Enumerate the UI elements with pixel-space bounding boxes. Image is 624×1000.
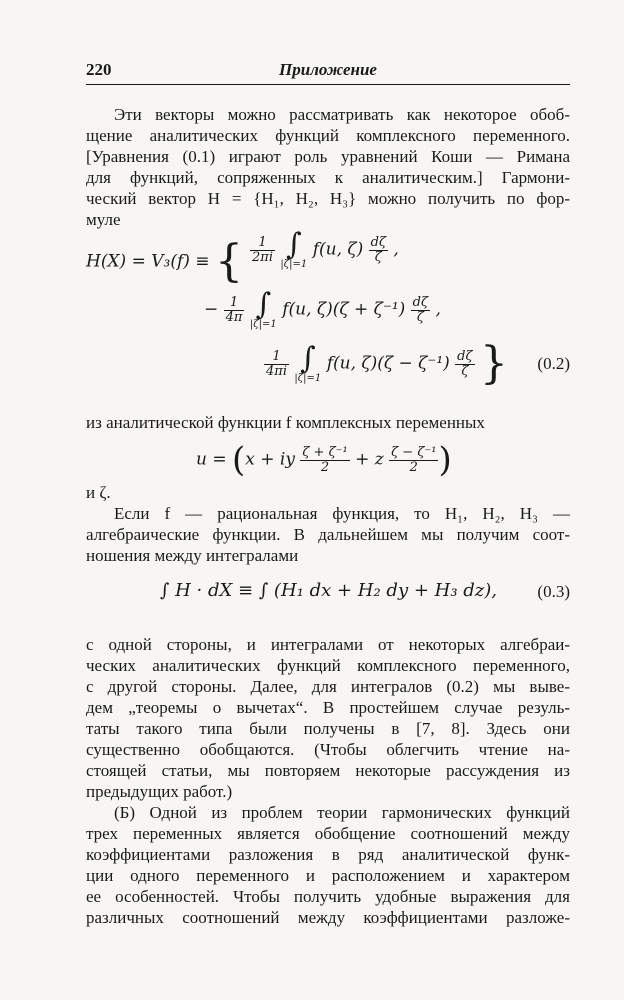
text-line: коэффициентами разложения в ряд аналитической функ- — [86, 845, 570, 864]
text-line: [Уравнения (0.1) играют роль уравнений Коши — Римана — [86, 147, 570, 166]
text-line: ческий вектор H = {H₁, H₂, H₃} можно получить по фор- — [86, 189, 570, 208]
paragraph-after-eq-0-2 — [86, 412, 570, 433]
equation-0-2-lhs: H(X) = V₃(f) ≡ { — [86, 236, 243, 287]
text-line: различных соотношений между коэффициентами разложе- — [86, 908, 570, 927]
equation-0-2-row-3: $\frac{1}{4\pi i}$ ∫ |ζ|=1 f(u, ζ)(ζ − ζ⁻¹) $\frac{d\zeta}{\zeta}$ } — [266, 338, 508, 389]
page-number: 220 — [86, 60, 112, 79]
text-line: ношения между интегралами — [86, 546, 299, 565]
text-line: предыдущих работ.) — [86, 782, 233, 801]
text-line: ее особенностей. Чтобы получить удобные выражения для — [86, 887, 570, 906]
text-line: муле — [86, 210, 121, 229]
text-line: стоящей статьи, мы повторяем некоторые рассуждения из — [86, 761, 570, 780]
text-line: и ζ. — [86, 483, 111, 502]
and-zeta-line — [86, 482, 570, 503]
equation-0-2-row-2: − $\frac{1}{4\pi}$ ∫ |ζ|=1 f(u, ζ)(ζ + ζ⁻¹) $\frac{d\zeta}{\zeta}$ , — [204, 287, 441, 330]
paragraph-3 — [86, 634, 570, 802]
equation-u: u = (x + iy $\frac{\text{ζ + ζ⁻¹}}{2}$ + z $\frac{\text{ζ − ζ⁻¹}}{2}$ ) — [196, 440, 452, 480]
text-line: Эти векторы можно рассматривать как некоторое обоб- — [114, 105, 570, 124]
text-line: Если f — рациональная функция, то H₁, H₂, H₃ — — [114, 504, 570, 523]
equation-number-0-3: (0.3) — [537, 582, 570, 601]
equation-number-0-2: (0.2) — [537, 354, 570, 373]
text-line: ческих аналитических функций комплексного переменного, — [86, 656, 570, 675]
header-rule — [86, 84, 570, 85]
text-line: существенно обобщаются. (Чтобы облегчить чтение на- — [86, 740, 570, 759]
text-line: алгебраические функции. В дальнейшем мы получим соот- — [86, 525, 570, 544]
text-line: таты такого типа были получены в [7, 8]. Здесь они — [86, 719, 570, 738]
running-title: Приложение — [279, 60, 377, 79]
text-line: дем „теоремы о вычетах“. В простейшем случае резуль- — [86, 698, 570, 717]
text-line: трех переменных является обобщение соотношений между — [86, 824, 570, 843]
text-line: щение аналитических функций комплексного переменного. — [86, 126, 570, 145]
page-header — [86, 60, 570, 82]
text-line: для функций, сопряженных к аналитическим.] Гармони- — [86, 168, 570, 187]
equation-0-2-row-1: $\frac{1}{2\pi i}$ ∫ |ζ|=1 f(u, ζ) $\frac{d\zeta}{\zeta}$ , — [252, 227, 399, 270]
paragraph-4 — [86, 802, 570, 928]
text-line: из аналитической функции f комплексных переменных — [86, 413, 485, 432]
text-line: ции одного переменного и расположением и характером — [86, 866, 570, 885]
paragraph-2 — [86, 503, 570, 566]
text-line: с одной стороны, и интегралами от некоторых алгебраи- — [86, 635, 570, 654]
text-line: (Б) Одной из проблем теории гармонических функций — [114, 803, 570, 822]
text-line: с другой стороны. Далее, для интегралов (0.2) мы выве- — [86, 677, 570, 696]
equation-0-3: ∫ H · dX ≡ ∫ (H₁ dx + H₂ dy + H₃ dz), — [160, 580, 498, 601]
paragraph-1 — [86, 104, 570, 230]
